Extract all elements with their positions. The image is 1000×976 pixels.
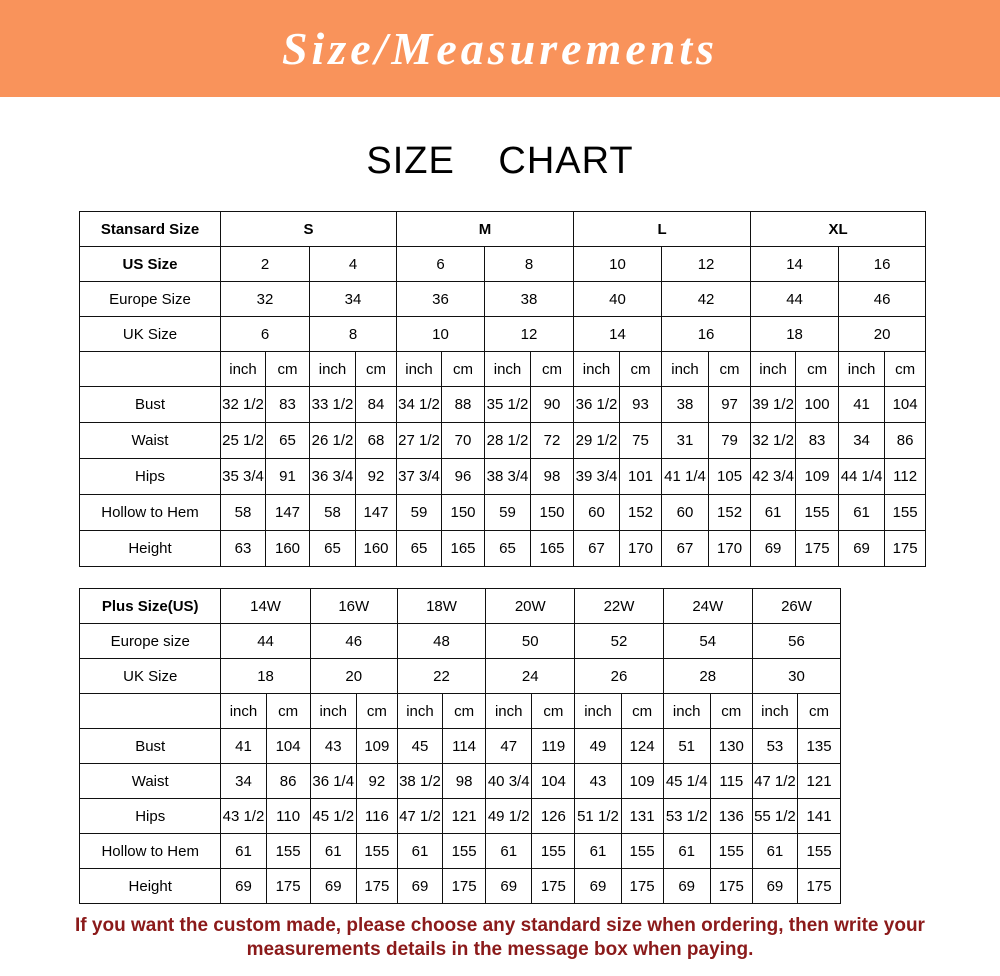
measurement-cell: 35 1/2 xyxy=(485,387,531,423)
uk-size-cell: 14 xyxy=(574,317,662,352)
measurement-cell: 67 xyxy=(662,531,709,567)
measurement-cell: 69 xyxy=(397,869,442,904)
uk-size-cell: 20 xyxy=(310,659,397,694)
row-label-hollow-to-hem: Hollow to Hem xyxy=(80,834,221,869)
measurement-cell: 59 xyxy=(485,495,531,531)
europe-size-cell: 32 xyxy=(221,282,310,317)
row-label-plus-size: Plus Size(US) xyxy=(80,589,221,624)
measurement-cell: 150 xyxy=(531,495,574,531)
row-label-uk-size: UK Size xyxy=(80,317,221,352)
measurement-cell: 155 xyxy=(532,834,575,869)
measurement-cell: 175 xyxy=(710,869,752,904)
measurement-cell: 61 xyxy=(221,834,266,869)
europe-size-cell: 36 xyxy=(397,282,485,317)
measurement-cell: 28 1/2 xyxy=(485,423,531,459)
measurement-cell: 96 xyxy=(442,459,485,495)
measurement-cell: 155 xyxy=(621,834,663,869)
measurement-cell: 39 1/2 xyxy=(751,387,796,423)
measurement-cell: 60 xyxy=(574,495,620,531)
measurement-cell: 55 1/2 xyxy=(752,799,797,834)
measurement-cell: 155 xyxy=(710,834,752,869)
empty-cell xyxy=(841,869,925,904)
measurement-cell: 109 xyxy=(621,764,663,799)
us-size-cell: 8 xyxy=(485,247,574,282)
measurement-cell: 34 xyxy=(839,423,885,459)
measurement-cell: 105 xyxy=(709,459,751,495)
uk-size-cell: 28 xyxy=(663,659,752,694)
europe-size-cell: 56 xyxy=(752,624,840,659)
measurement-cell: 65 xyxy=(266,423,310,459)
measurement-cell: 72 xyxy=(531,423,574,459)
measurement-cell: 152 xyxy=(620,495,662,531)
europe-size-cell: 44 xyxy=(751,282,839,317)
unit-inch-header: inch xyxy=(486,694,532,729)
measurement-cell: 32 1/2 xyxy=(751,423,796,459)
measurement-cell: 121 xyxy=(797,764,840,799)
unit-cm-header: cm xyxy=(266,694,310,729)
measurement-cell: 160 xyxy=(266,531,310,567)
measurement-cell: 33 1/2 xyxy=(310,387,356,423)
measurement-cell: 114 xyxy=(443,729,486,764)
measurement-cell: 69 xyxy=(310,869,356,904)
measurement-cell: 32 1/2 xyxy=(221,387,266,423)
header-banner xyxy=(0,0,1000,97)
measurement-cell: 41 xyxy=(839,387,885,423)
unit-row-label xyxy=(80,694,221,729)
unit-cm-header: cm xyxy=(266,352,310,387)
unit-cm-header: cm xyxy=(710,694,752,729)
measurement-cell: 61 xyxy=(486,834,532,869)
measurement-cell: 39 3/4 xyxy=(574,459,620,495)
measurement-cell: 49 xyxy=(575,729,621,764)
unit-cm-header: cm xyxy=(356,694,397,729)
measurement-cell: 27 1/2 xyxy=(397,423,442,459)
measurement-cell: 42 3/4 xyxy=(751,459,796,495)
unit-cm-header: cm xyxy=(797,694,840,729)
measurement-cell: 175 xyxy=(796,531,839,567)
plus-size-18w: 18W xyxy=(397,589,485,624)
plus-size-26w: 26W xyxy=(752,589,840,624)
measurement-cell: 61 xyxy=(839,495,885,531)
size-group-xl: XL xyxy=(751,212,926,247)
measurement-cell: 155 xyxy=(443,834,486,869)
measurement-cell: 68 xyxy=(356,423,397,459)
unit-inch-header: inch xyxy=(752,694,797,729)
measurement-cell: 45 1/2 xyxy=(310,799,356,834)
note-line-2: measurements details in the message box when paying. xyxy=(246,939,754,960)
unit-cm-header: cm xyxy=(356,352,397,387)
us-size-cell: 6 xyxy=(397,247,485,282)
uk-size-cell: 20 xyxy=(839,317,926,352)
measurement-cell: 37 3/4 xyxy=(397,459,442,495)
measurement-cell: 58 xyxy=(310,495,356,531)
measurement-cell: 175 xyxy=(443,869,486,904)
measurement-cell: 165 xyxy=(531,531,574,567)
row-label-waist: Waist xyxy=(80,764,221,799)
measurement-cell: 86 xyxy=(885,423,926,459)
measurement-cell: 61 xyxy=(310,834,356,869)
measurement-cell: 61 xyxy=(751,495,796,531)
unit-row-label xyxy=(80,352,221,387)
unit-cm-header: cm xyxy=(796,352,839,387)
measurement-cell: 170 xyxy=(709,531,751,567)
measurement-cell: 67 xyxy=(574,531,620,567)
measurement-cell: 61 xyxy=(575,834,621,869)
measurement-cell: 36 1/4 xyxy=(310,764,356,799)
row-label-europe-size: Europe size xyxy=(80,624,221,659)
measurement-cell: 98 xyxy=(531,459,574,495)
europe-size-cell: 44 xyxy=(221,624,310,659)
us-size-cell: 12 xyxy=(662,247,751,282)
unit-inch-header: inch xyxy=(310,352,356,387)
measurement-cell: 44 1/4 xyxy=(839,459,885,495)
measurement-cell: 175 xyxy=(885,531,926,567)
unit-cm-header: cm xyxy=(442,352,485,387)
measurement-cell: 155 xyxy=(885,495,926,531)
empty-cell xyxy=(841,834,925,869)
measurement-cell: 63 xyxy=(221,531,266,567)
measurement-cell: 93 xyxy=(620,387,662,423)
measurement-cell: 116 xyxy=(356,799,397,834)
uk-size-cell: 8 xyxy=(310,317,397,352)
measurement-cell: 92 xyxy=(356,764,397,799)
measurement-cell: 38 3/4 xyxy=(485,459,531,495)
measurement-cell: 147 xyxy=(356,495,397,531)
unit-cm-header: cm xyxy=(531,352,574,387)
size-group-s: S xyxy=(221,212,397,247)
measurement-cell: 69 xyxy=(751,531,796,567)
us-size-cell: 10 xyxy=(574,247,662,282)
measurement-cell: 110 xyxy=(266,799,310,834)
plus-size-24w: 24W xyxy=(663,589,752,624)
unit-inch-header: inch xyxy=(839,352,885,387)
measurement-cell: 49 1/2 xyxy=(486,799,532,834)
measurement-cell: 79 xyxy=(709,423,751,459)
measurement-cell: 124 xyxy=(621,729,663,764)
measurement-cell: 41 xyxy=(221,729,266,764)
custom-size-note xyxy=(0,914,1000,962)
empty-cell xyxy=(841,589,925,624)
measurement-cell: 40 3/4 xyxy=(486,764,532,799)
measurement-cell: 175 xyxy=(797,869,840,904)
measurement-cell: 98 xyxy=(443,764,486,799)
measurement-cell: 59 xyxy=(397,495,442,531)
measurement-cell: 51 1/2 xyxy=(575,799,621,834)
measurement-cell: 160 xyxy=(356,531,397,567)
unit-inch-header: inch xyxy=(662,352,709,387)
measurement-cell: 104 xyxy=(885,387,926,423)
empty-cell xyxy=(841,729,925,764)
measurement-cell: 88 xyxy=(442,387,485,423)
measurement-cell: 69 xyxy=(486,869,532,904)
measurement-cell: 83 xyxy=(266,387,310,423)
row-label-standard-size: Stansard Size xyxy=(80,212,221,247)
measurement-cell: 150 xyxy=(442,495,485,531)
measurement-cell: 38 xyxy=(662,387,709,423)
measurement-cell: 65 xyxy=(485,531,531,567)
row-label-bust: Bust xyxy=(80,729,221,764)
unit-inch-header: inch xyxy=(663,694,710,729)
measurement-cell: 130 xyxy=(710,729,752,764)
measurement-cell: 175 xyxy=(532,869,575,904)
measurement-cell: 61 xyxy=(663,834,710,869)
europe-size-cell: 34 xyxy=(310,282,397,317)
measurement-cell: 51 xyxy=(663,729,710,764)
plus-size-14w: 14W xyxy=(221,589,310,624)
europe-size-cell: 48 xyxy=(397,624,485,659)
standard-size-table xyxy=(79,211,926,567)
measurement-cell: 47 1/2 xyxy=(752,764,797,799)
measurement-cell: 101 xyxy=(620,459,662,495)
plus-size-22w: 22W xyxy=(575,589,663,624)
measurement-cell: 86 xyxy=(266,764,310,799)
row-label-waist: Waist xyxy=(80,423,221,459)
measurement-cell: 61 xyxy=(752,834,797,869)
measurement-cell: 104 xyxy=(532,764,575,799)
uk-size-cell: 26 xyxy=(575,659,663,694)
europe-size-cell: 38 xyxy=(485,282,574,317)
measurement-cell: 26 1/2 xyxy=(310,423,356,459)
measurement-cell: 47 xyxy=(486,729,532,764)
row-label-bust: Bust xyxy=(80,387,221,423)
row-label-hips: Hips xyxy=(80,799,221,834)
uk-size-cell: 6 xyxy=(221,317,310,352)
uk-size-cell: 16 xyxy=(662,317,751,352)
empty-cell xyxy=(841,659,925,694)
measurement-cell: 104 xyxy=(266,729,310,764)
empty-cell xyxy=(841,764,925,799)
measurement-cell: 69 xyxy=(221,869,266,904)
unit-inch-header: inch xyxy=(221,694,266,729)
unit-inch-header: inch xyxy=(397,694,442,729)
unit-inch-header: inch xyxy=(574,352,620,387)
measurement-cell: 61 xyxy=(397,834,442,869)
measurement-cell: 90 xyxy=(531,387,574,423)
europe-size-cell: 54 xyxy=(663,624,752,659)
row-label-height: Height xyxy=(80,869,221,904)
unit-inch-header: inch xyxy=(485,352,531,387)
uk-size-cell: 18 xyxy=(221,659,310,694)
measurement-cell: 175 xyxy=(266,869,310,904)
measurement-cell: 155 xyxy=(797,834,840,869)
us-size-cell: 16 xyxy=(839,247,926,282)
empty-cell xyxy=(841,624,925,659)
measurement-cell: 35 3/4 xyxy=(221,459,266,495)
measurement-cell: 126 xyxy=(532,799,575,834)
note-line-1: If you want the custom made, please choose any standard size when ordering, then write your xyxy=(75,915,925,936)
measurement-cell: 69 xyxy=(839,531,885,567)
measurement-cell: 34 1/2 xyxy=(397,387,442,423)
measurement-cell: 135 xyxy=(797,729,840,764)
measurement-cell: 155 xyxy=(796,495,839,531)
measurement-cell: 36 1/2 xyxy=(574,387,620,423)
measurement-cell: 175 xyxy=(356,869,397,904)
measurement-cell: 92 xyxy=(356,459,397,495)
measurement-cell: 43 xyxy=(575,764,621,799)
measurement-cell: 165 xyxy=(442,531,485,567)
measurement-cell: 29 1/2 xyxy=(574,423,620,459)
banner-title: Size/Measurements xyxy=(281,23,719,74)
row-label-height: Height xyxy=(80,531,221,567)
measurement-cell: 170 xyxy=(620,531,662,567)
measurement-cell: 155 xyxy=(356,834,397,869)
row-label-uk-size: UK Size xyxy=(80,659,221,694)
unit-inch-header: inch xyxy=(575,694,621,729)
measurement-cell: 75 xyxy=(620,423,662,459)
measurement-cell: 175 xyxy=(621,869,663,904)
unit-cm-header: cm xyxy=(885,352,926,387)
uk-size-cell: 22 xyxy=(397,659,485,694)
row-label-hollow-to-hem: Hollow to Hem xyxy=(80,495,221,531)
us-size-cell: 2 xyxy=(221,247,310,282)
size-chart-title: SIZE CHART xyxy=(366,140,634,182)
measurement-cell: 69 xyxy=(575,869,621,904)
measurement-cell: 112 xyxy=(885,459,926,495)
plus-size-16w: 16W xyxy=(310,589,397,624)
measurement-cell: 131 xyxy=(621,799,663,834)
measurement-cell: 109 xyxy=(796,459,839,495)
measurement-cell: 141 xyxy=(797,799,840,834)
measurement-cell: 25 1/2 xyxy=(221,423,266,459)
measurement-cell: 53 xyxy=(752,729,797,764)
europe-size-cell: 50 xyxy=(486,624,575,659)
measurement-cell: 147 xyxy=(266,495,310,531)
unit-cm-header: cm xyxy=(621,694,663,729)
measurement-cell: 47 1/2 xyxy=(397,799,442,834)
unit-cm-header: cm xyxy=(709,352,751,387)
measurement-cell: 100 xyxy=(796,387,839,423)
measurement-cell: 31 xyxy=(662,423,709,459)
unit-inch-header: inch xyxy=(751,352,796,387)
measurement-cell: 155 xyxy=(266,834,310,869)
size-group-m: M xyxy=(397,212,574,247)
empty-cell xyxy=(841,694,925,729)
measurement-cell: 65 xyxy=(310,531,356,567)
measurement-cell: 136 xyxy=(710,799,752,834)
plus-size-20w: 20W xyxy=(486,589,575,624)
empty-cell xyxy=(841,799,925,834)
measurement-cell: 91 xyxy=(266,459,310,495)
unit-inch-header: inch xyxy=(310,694,356,729)
measurement-cell: 84 xyxy=(356,387,397,423)
measurement-cell: 45 xyxy=(397,729,442,764)
measurement-cell: 38 1/2 xyxy=(397,764,442,799)
uk-size-cell: 18 xyxy=(751,317,839,352)
measurement-cell: 58 xyxy=(221,495,266,531)
uk-size-cell: 24 xyxy=(486,659,575,694)
unit-inch-header: inch xyxy=(221,352,266,387)
europe-size-cell: 46 xyxy=(839,282,926,317)
uk-size-cell: 12 xyxy=(485,317,574,352)
measurement-cell: 121 xyxy=(443,799,486,834)
measurement-cell: 119 xyxy=(532,729,575,764)
measurement-cell: 43 1/2 xyxy=(221,799,266,834)
us-size-cell: 14 xyxy=(751,247,839,282)
measurement-cell: 45 1/4 xyxy=(663,764,710,799)
europe-size-cell: 52 xyxy=(575,624,663,659)
measurement-cell: 65 xyxy=(397,531,442,567)
row-label-us-size: US Size xyxy=(80,247,221,282)
unit-cm-header: cm xyxy=(443,694,486,729)
measurement-cell: 70 xyxy=(442,423,485,459)
uk-size-cell: 30 xyxy=(752,659,840,694)
measurement-cell: 97 xyxy=(709,387,751,423)
measurement-cell: 36 3/4 xyxy=(310,459,356,495)
plus-size-table xyxy=(79,588,925,904)
measurement-cell: 53 1/2 xyxy=(663,799,710,834)
measurement-cell: 115 xyxy=(710,764,752,799)
uk-size-cell: 10 xyxy=(397,317,485,352)
measurement-cell: 69 xyxy=(752,869,797,904)
measurement-cell: 43 xyxy=(310,729,356,764)
measurement-cell: 109 xyxy=(356,729,397,764)
us-size-cell: 4 xyxy=(310,247,397,282)
measurement-cell: 41 1/4 xyxy=(662,459,709,495)
size-group-l: L xyxy=(574,212,751,247)
unit-inch-header: inch xyxy=(397,352,442,387)
unit-cm-header: cm xyxy=(532,694,575,729)
europe-size-cell: 42 xyxy=(662,282,751,317)
europe-size-cell: 46 xyxy=(310,624,397,659)
measurement-cell: 60 xyxy=(662,495,709,531)
measurement-cell: 83 xyxy=(796,423,839,459)
europe-size-cell: 40 xyxy=(574,282,662,317)
row-label-hips: Hips xyxy=(80,459,221,495)
row-label-europe-size: Europe Size xyxy=(80,282,221,317)
measurement-cell: 69 xyxy=(663,869,710,904)
measurement-cell: 34 xyxy=(221,764,266,799)
measurement-cell: 152 xyxy=(709,495,751,531)
unit-cm-header: cm xyxy=(620,352,662,387)
